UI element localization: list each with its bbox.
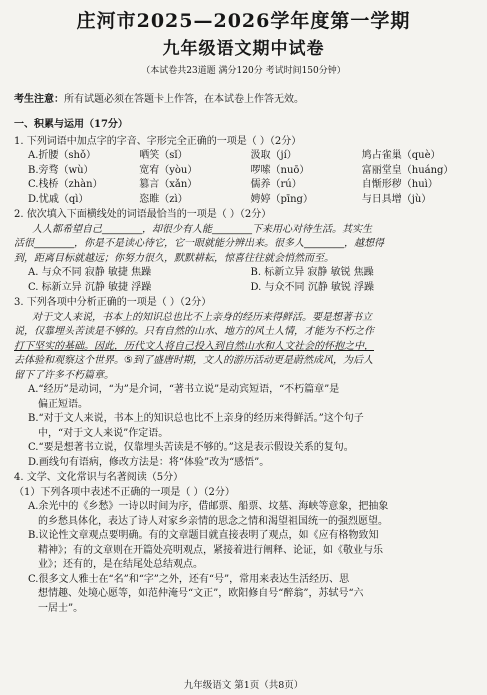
q1-word: 儒养（rú） (250, 179, 302, 190)
q1-option-row (14, 193, 473, 208)
q4-heading: 4. 文学、文化常识与名著阅读（5分） (14, 472, 184, 483)
q1-word: 娉婷（pīng） (250, 193, 313, 205)
q2-passage-line: 活很________，你是不是读心待它，它一眼就能分辨出来。很多人________，越想得 (14, 238, 384, 249)
q3-option: D.画线句有语病，修改方法是：将“体验”改为“感悟”。 (28, 456, 270, 468)
q4-option-cont: 一居士”。 (38, 602, 84, 614)
q1-word: 汲取（jí） (250, 150, 297, 161)
q4-option: A.余光中的《乡愁》一诗以时间为序，借邮票、船票、坟墓、海峡等意象，把抽象 (28, 501, 389, 512)
q3-option: A.“经历”是动词，“为”是介词，“著书立说”是动宾短语，“不朽篇章”是 (28, 384, 340, 395)
q4-option-cont: 的乡愁具体化，表达了诗人对家乡亲情的思念之情和渴望祖国统一的强烈愿望。 (38, 515, 388, 527)
q4-sub-stem: （1）下列各项中表述不正确的一项是（ ）（2分） (14, 486, 235, 498)
q1-option-row (14, 178, 473, 193)
q1-word: C.栈桥（zhàn） (28, 179, 103, 190)
q3-option-cont: 偏正短语。 (38, 398, 88, 410)
exam-meta: （本试卷共23道题 满分120分 考试时间150分钟） (141, 66, 346, 76)
q1-word: 自惭形秽（huì） (361, 179, 438, 190)
q3-option: B.“对于文人来说，书本上的知识总也比不上亲身的经历来得鲜活。”这个句子 (28, 413, 364, 424)
section-heading: 一、积累与运用（17分） (14, 119, 128, 130)
q2-stem: 2. 依次填入下面横线处的词语最恰当的一项是（ ）（2分） (14, 209, 272, 220)
q1-word: D.忧戚（qì） (28, 193, 89, 205)
q1-word: 恣睢（zì） (139, 193, 188, 205)
q3-option: C.“要是想著书立说，仅靠埋头苦读是不够的。”这是表示假设关系的复句。 (28, 442, 354, 453)
q3-option-cont: 中，“对于文人来说”作定语。 (38, 427, 169, 439)
q2-option: C. 标新立异 沉静 敏捷 浮躁 (28, 281, 152, 293)
q1-word: 啰嗦（nuō） (250, 164, 310, 176)
q1-word: A.折腰（shǒ） (28, 150, 96, 161)
q1-word: 哂笑（sǐ） (139, 150, 188, 161)
q3-stem: 3. 下列各项中分析正确的一项是（ ）（2分） (14, 297, 212, 308)
q2-option: A. 与众不同 寂静 敏捷 焦躁 (28, 267, 152, 278)
q1-word: 篡言（xǎn） (139, 179, 198, 190)
exam-notice (14, 90, 304, 105)
q1-option-row (14, 164, 473, 179)
q1-word: 与日具增（jù） (361, 193, 432, 205)
exam-subtitle: 九年级语文期中试卷 (162, 39, 325, 59)
q4-option-cont: 业》；还有的，是在结尾处总结观点。 (38, 559, 203, 570)
page-footer: 九年级语文 第1页（共8页） (183, 680, 304, 691)
q3-passage-line: 去体验和观察这个世界。⑤到了盛唐时期，文人的游历活动更是蔚然成风，为后人 (14, 355, 373, 366)
q1-option-row (14, 149, 473, 164)
q3-passage-line: 对于文人来说，书本上的知识总也比不上亲身的经历来得鲜活。要是想著书立 (32, 311, 372, 323)
q2-option: D. 与众不同 沉静 敏锐 浮躁 (250, 281, 375, 293)
q4-option-cont: 想情趣、处境心愿等，如范仲淹号“文正”，欧阳修自号“醉翁”，苏轼号“六 (38, 588, 364, 599)
exam-title: 庄河市2025—2026学年度第一学期 (76, 10, 411, 32)
q2-passage-line: 到，距离目标就越远；你努力很久，默默耕耘，惊喜往往就会悄然而至。 (14, 252, 334, 264)
q4-option: B.议论性文章观点要明确。有的文章题目就直接表明了观点，如《应有格物致知 (28, 530, 379, 541)
q1-word: 富丽堂皇（huáng） (361, 164, 454, 176)
q2-passage-line: 人人都希望自己________，却很少有人能________下来用心对待生活。其实生 (32, 223, 372, 235)
q1-stem: 1. 下列词语中加点字的字音、字形完全正确的一项是（ ）（2分） (14, 135, 302, 147)
notice-label: 考生注意： (14, 94, 64, 105)
q3-passage-line: 留下了许多不朽篇章。 (14, 369, 114, 381)
q2-option: B. 标新立异 寂静 敏锐 焦躁 (250, 267, 374, 278)
q2-option-row (14, 281, 473, 296)
q2-option-row (14, 266, 473, 281)
q1-word: 鸠占雀巢（què） (361, 150, 441, 161)
q3-passage-line: 说，仅靠埋头苦读是不够的。只有自然的山水、地方的风土人情，才能为不朽之作 (14, 326, 374, 337)
q1-word: B.旁骛（wù） (28, 164, 94, 176)
notice-text: 所有试题必须在答题卡上作答，在本试卷上作答无效。 (64, 94, 304, 105)
q4-option: C.很多文人雅士在“名”和“字”之外，还有“号”，常用来表达生活经历、思 (28, 573, 350, 585)
section-1 (14, 118, 473, 616)
q1-word: 宽宥（yòu） (139, 164, 198, 176)
q3-passage-underlined: 打下坚实的基础。因此，历代文人将自己投入到自然山水和人文社会的怀抱之中， (14, 340, 374, 352)
q4-option-cont: 精神》；有的文章则在开篇处亮明观点，紧接着进行阐释、论证，如《敬业与乐 (38, 544, 383, 556)
